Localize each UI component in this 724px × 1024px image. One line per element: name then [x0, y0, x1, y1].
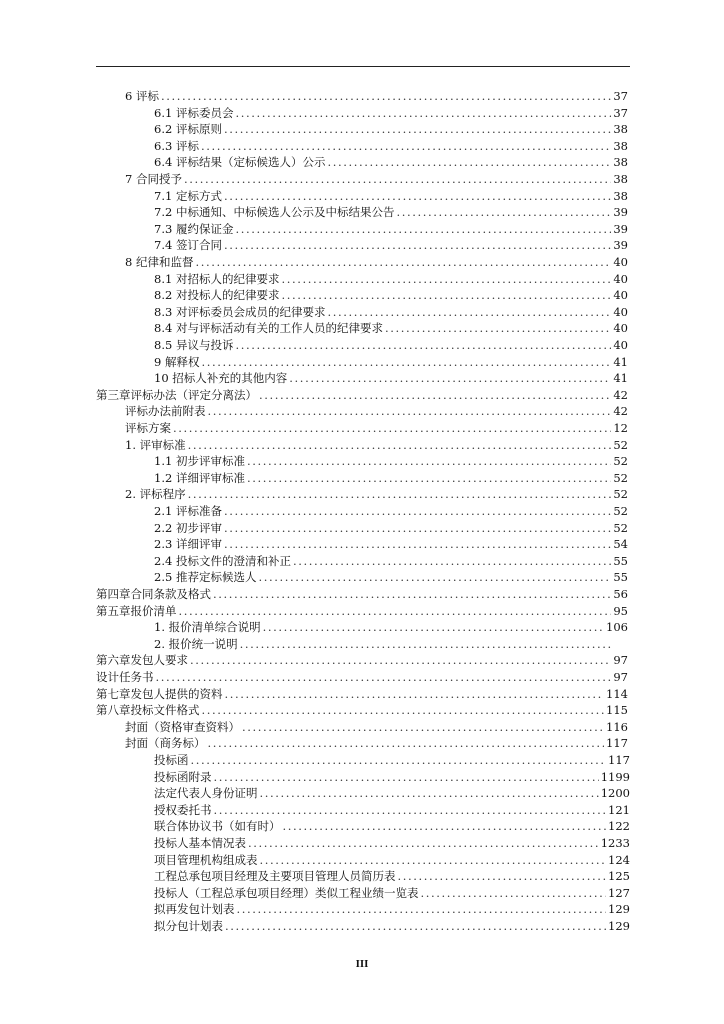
- toc-entry-label: 7.2 中标通知、中标候选人公示及中标结果公告: [154, 205, 395, 220]
- dot-leader: [283, 818, 607, 835]
- toc-entry-label: 8.2 对投标人的纪律要求: [154, 288, 280, 303]
- toc-entry-label: 评标办法前附表: [125, 404, 206, 419]
- toc-entry-page: 12: [613, 421, 628, 435]
- toc-entry-page: 117: [606, 736, 628, 751]
- toc-entry-label: 9 解释权: [154, 354, 200, 369]
- toc-entry-label: 7.4 签订合同: [154, 238, 222, 253]
- dot-leader: [156, 669, 612, 686]
- dot-leader: [289, 370, 611, 387]
- toc-entry-label: 评标方案: [125, 421, 171, 435]
- dot-leader: [247, 453, 611, 470]
- toc-entry-page: 125: [608, 869, 630, 884]
- toc-entry-label: 1.1 初步评审标准: [154, 454, 245, 469]
- toc-entry-page: 39: [613, 221, 628, 236]
- toc-entry[interactable]: [154, 453, 628, 470]
- toc-entry-label: 8.1 对招标人的纪律要求: [154, 271, 280, 286]
- toc-entry[interactable]: [125, 486, 628, 503]
- toc-entry-page: 54: [613, 537, 628, 552]
- toc-entry-label: 6.4 评标结果（定标候选人）公示: [154, 155, 326, 170]
- toc-entry-label: 7.1 定标方式: [154, 188, 222, 203]
- toc-entry-label: 2.3 详细评审: [154, 537, 222, 552]
- toc-entry[interactable]: [154, 470, 628, 487]
- toc-entry-label: 封面（资格审查资料）: [125, 719, 240, 734]
- toc-entry[interactable]: [154, 769, 630, 786]
- dot-leader: [224, 237, 611, 254]
- toc-entry-page: 114: [606, 686, 628, 701]
- toc-entry[interactable]: [154, 287, 628, 304]
- toc-entry-page: 52: [613, 437, 628, 452]
- dot-leader: [225, 918, 606, 935]
- toc-entry-page: 97: [613, 670, 628, 684]
- toc-entry[interactable]: [154, 121, 628, 138]
- toc-entry-label: 第五章报价清单: [96, 603, 177, 618]
- toc-entry-label: 6 评标: [125, 89, 159, 103]
- dot-leader: [421, 885, 607, 902]
- dot-leader: [214, 802, 607, 819]
- toc-entry[interactable]: [96, 652, 628, 669]
- toc-entry[interactable]: [154, 852, 630, 869]
- toc-entry-label: 7 合同授予: [125, 172, 182, 186]
- toc-entry-page: 40: [613, 304, 628, 319]
- toc-entry-label: 1. 评审标准: [125, 437, 186, 452]
- dot-leader: [214, 769, 599, 786]
- toc-entry[interactable]: [154, 835, 630, 852]
- toc-entry-page: 129: [608, 902, 630, 917]
- toc-entry[interactable]: [154, 636, 628, 653]
- toc-entry[interactable]: [125, 171, 628, 188]
- dot-leader: [188, 486, 612, 503]
- header-rule: [96, 66, 630, 67]
- toc-entry-label: 7.3 履约保证金: [154, 221, 234, 236]
- toc-entry-page: 1233: [600, 836, 630, 850]
- toc-entry-page: 52: [613, 454, 628, 469]
- toc-entry-label: 拟分包计划表: [154, 919, 223, 933]
- toc-entry-label: 投标函: [154, 753, 189, 767]
- dot-leader: [224, 121, 611, 138]
- toc-entry[interactable]: [96, 387, 628, 404]
- dot-leader: [224, 188, 611, 205]
- toc-entry-label: 项目管理机构组成表: [154, 852, 258, 867]
- toc-entry-page: 39: [613, 205, 628, 220]
- toc-entry-page: 40: [613, 288, 628, 303]
- dot-leader: [179, 603, 612, 620]
- dot-leader: [247, 470, 611, 487]
- dot-leader: [281, 271, 611, 288]
- toc-entry-label: 投标人（工程总承包项目经理）类似工程业绩一览表: [154, 885, 419, 900]
- toc-entry-label: 第四章合同条款及格式: [96, 587, 211, 601]
- toc-entry[interactable]: [96, 669, 628, 686]
- dot-leader: [190, 652, 611, 669]
- toc-entry-page: 38: [613, 122, 628, 137]
- toc-entry-label: 8.3 对评标委员会成员的纪律要求: [154, 304, 326, 319]
- dot-leader: [242, 719, 604, 736]
- toc-entry-label: 封面（商务标）: [125, 736, 206, 751]
- toc-entry-page: 55: [613, 570, 628, 585]
- toc-entry[interactable]: [154, 619, 628, 636]
- toc-entry[interactable]: [154, 785, 630, 802]
- toc-entry-label: 联合体协议书（如有时）: [154, 819, 281, 834]
- dot-leader: [327, 154, 611, 171]
- toc-entry[interactable]: [125, 254, 628, 271]
- toc-entry-label: 投标人基本情况表: [154, 836, 246, 850]
- toc-entry-page: 106: [606, 620, 628, 635]
- toc-entry-page: 122: [608, 819, 630, 834]
- toc-entry-page: 42: [613, 404, 628, 419]
- toc-entry-page: 55: [613, 553, 628, 568]
- toc-entry[interactable]: [96, 586, 628, 603]
- toc-entry-page: 56: [613, 587, 628, 601]
- toc-entry[interactable]: [154, 304, 628, 321]
- dot-leader: [224, 536, 611, 553]
- toc-entry-label: 6.2 评标原则: [154, 122, 222, 137]
- dot-leader: [248, 835, 599, 852]
- toc-entry[interactable]: [154, 553, 628, 570]
- toc-entry-page: 41: [613, 371, 628, 386]
- toc-entry[interactable]: [125, 437, 628, 454]
- toc-entry[interactable]: [154, 802, 630, 819]
- toc-entry[interactable]: [125, 735, 628, 752]
- dot-leader: [259, 387, 611, 404]
- toc-entry-page: 121: [608, 802, 630, 817]
- toc-entry[interactable]: [154, 320, 628, 337]
- toc-entry-label: 2. 报价统一说明: [154, 636, 238, 651]
- toc-entry-label: 投标函附录: [154, 769, 212, 784]
- toc-entry[interactable]: [154, 188, 628, 205]
- dot-leader: [235, 221, 611, 238]
- toc-entry[interactable]: [154, 204, 628, 221]
- toc-entry[interactable]: [154, 354, 628, 371]
- dot-leader: [201, 354, 611, 371]
- toc-entry-page: 40: [613, 338, 628, 352]
- toc-entry-label: 2.2 初步评审: [154, 520, 222, 535]
- toc-entry-page: 38: [613, 138, 628, 153]
- dot-leader: [263, 619, 604, 636]
- dot-leader: [258, 569, 611, 586]
- toc-entry-label: 8.4 对与评标活动有关的工作人员的纪律要求: [154, 321, 383, 336]
- dot-leader: [385, 320, 611, 337]
- toc-entry-label: 8.5 异议与投诉: [154, 338, 234, 352]
- toc-entry-page: 52: [613, 504, 628, 518]
- toc-entry-page: 1200: [600, 786, 630, 801]
- toc-entry-page: 39: [613, 238, 628, 253]
- toc-entry-label: 2.4 投标文件的澄清和补正: [154, 553, 291, 568]
- toc-entry[interactable]: [96, 603, 628, 620]
- dot-leader: [260, 785, 599, 802]
- toc-entry[interactable]: [154, 752, 630, 769]
- toc-entry-label: 2. 评标程序: [125, 487, 186, 502]
- dot-leader: [208, 735, 605, 752]
- toc-entry-label: 工程总承包项目经理及主要项目管理人员简历表: [154, 869, 396, 884]
- toc-entry[interactable]: [125, 420, 628, 437]
- toc-entry-page: 117: [608, 753, 630, 767]
- toc-entry[interactable]: [125, 719, 628, 736]
- toc-entry[interactable]: [125, 403, 628, 420]
- dot-leader: [184, 171, 611, 188]
- dot-leader: [235, 105, 611, 122]
- toc-entry-page: 37: [613, 89, 628, 103]
- toc-entry[interactable]: [154, 536, 628, 553]
- dot-leader: [213, 586, 611, 603]
- toc-entry-label: 第八章投标文件格式: [96, 703, 200, 718]
- toc-entry-label: 6.1 评标委员会: [154, 105, 234, 120]
- dot-leader: [240, 636, 612, 653]
- dot-leader: [161, 88, 611, 105]
- dot-leader: [293, 553, 611, 570]
- toc-entry-label: 授权委托书: [154, 802, 212, 817]
- toc-entry[interactable]: [154, 901, 630, 918]
- dot-leader: [327, 304, 611, 321]
- toc-entry[interactable]: [154, 237, 628, 254]
- toc-entry-page: 1199: [600, 769, 630, 784]
- toc-entry[interactable]: [154, 370, 628, 387]
- toc-entry-page: 38: [613, 155, 628, 170]
- toc-entry[interactable]: [154, 138, 628, 155]
- toc-entry[interactable]: [154, 105, 628, 122]
- toc-entry[interactable]: [154, 503, 628, 520]
- toc-entry[interactable]: [154, 221, 628, 238]
- toc-entry[interactable]: [125, 88, 628, 105]
- toc-entry-label: 8 纪律和监督: [125, 255, 194, 269]
- toc-entry-page: 37: [613, 105, 628, 120]
- dot-leader: [396, 204, 611, 221]
- toc-entry-page: 95: [613, 603, 628, 618]
- toc-entry[interactable]: [96, 702, 628, 719]
- dot-leader: [201, 138, 611, 155]
- dot-leader: [281, 287, 611, 304]
- page-number: III: [355, 958, 369, 970]
- toc-entry-label: 法定代表人身份证明: [154, 786, 258, 801]
- toc-entry[interactable]: [154, 271, 628, 288]
- dot-leader: [225, 686, 605, 703]
- toc-entry-label: 10 招标人补充的其他内容: [154, 371, 288, 386]
- toc-entry-label: 2.1 评标准备: [154, 504, 222, 518]
- toc-entry-page: 115: [606, 703, 628, 718]
- dot-leader: [224, 520, 611, 537]
- dot-leader: [235, 337, 611, 354]
- toc-entry-page: 42: [613, 387, 628, 402]
- dot-leader: [237, 901, 607, 918]
- dot-leader: [260, 852, 607, 869]
- toc-entry-page: 129: [608, 919, 630, 933]
- dot-leader: [202, 702, 605, 719]
- toc-entry-label: 1.2 详细评审标准: [154, 470, 245, 485]
- toc-entry-page: 124: [608, 852, 630, 867]
- toc-entry[interactable]: [154, 154, 628, 171]
- toc-entry[interactable]: [154, 918, 630, 935]
- toc-entry-label: 设计任务书: [96, 670, 154, 684]
- toc-entry-label: 第七章发包人提供的资料: [96, 686, 223, 701]
- toc-entry-label: 第六章发包人要求: [96, 653, 188, 668]
- toc-entry-page: 40: [613, 271, 628, 286]
- toc-entry-page: 40: [613, 255, 628, 269]
- toc-entry-page: 38: [613, 172, 628, 186]
- dot-leader: [173, 420, 611, 437]
- toc-entry-page: 40: [613, 321, 628, 336]
- toc-entry-label: 6.3 评标: [154, 138, 199, 153]
- toc-entry-page: 52: [613, 487, 628, 502]
- toc-entry-page: 52: [613, 470, 628, 485]
- toc-entry-page: 52: [613, 520, 628, 535]
- dot-leader: [188, 437, 612, 454]
- toc-entry[interactable]: [154, 885, 630, 902]
- toc-entry[interactable]: [154, 818, 630, 835]
- toc-entry[interactable]: [154, 868, 630, 885]
- toc-entry[interactable]: [154, 569, 628, 586]
- toc-entry-page: 41: [613, 354, 628, 369]
- toc-entry-page: 127: [608, 885, 630, 900]
- toc-entry[interactable]: [154, 520, 628, 537]
- toc-entry[interactable]: [154, 337, 628, 354]
- toc-entry-label: 第三章评标办法（评定分离法）: [96, 387, 257, 402]
- toc-entry-label: 拟再发包计划表: [154, 902, 235, 917]
- dot-leader: [224, 503, 611, 520]
- toc-entry[interactable]: [96, 686, 628, 703]
- dot-leader: [195, 254, 611, 271]
- toc-entry-label: 1. 报价清单综合说明: [154, 620, 261, 635]
- toc-entry-page: 38: [613, 188, 628, 203]
- toc-entry-page: 97: [613, 653, 628, 668]
- dot-leader: [191, 752, 607, 769]
- toc-entry-page: 116: [606, 719, 628, 734]
- toc-entry-label: 2.5 推荐定标候选人: [154, 570, 257, 585]
- dot-leader: [208, 403, 612, 420]
- dot-leader: [398, 868, 607, 885]
